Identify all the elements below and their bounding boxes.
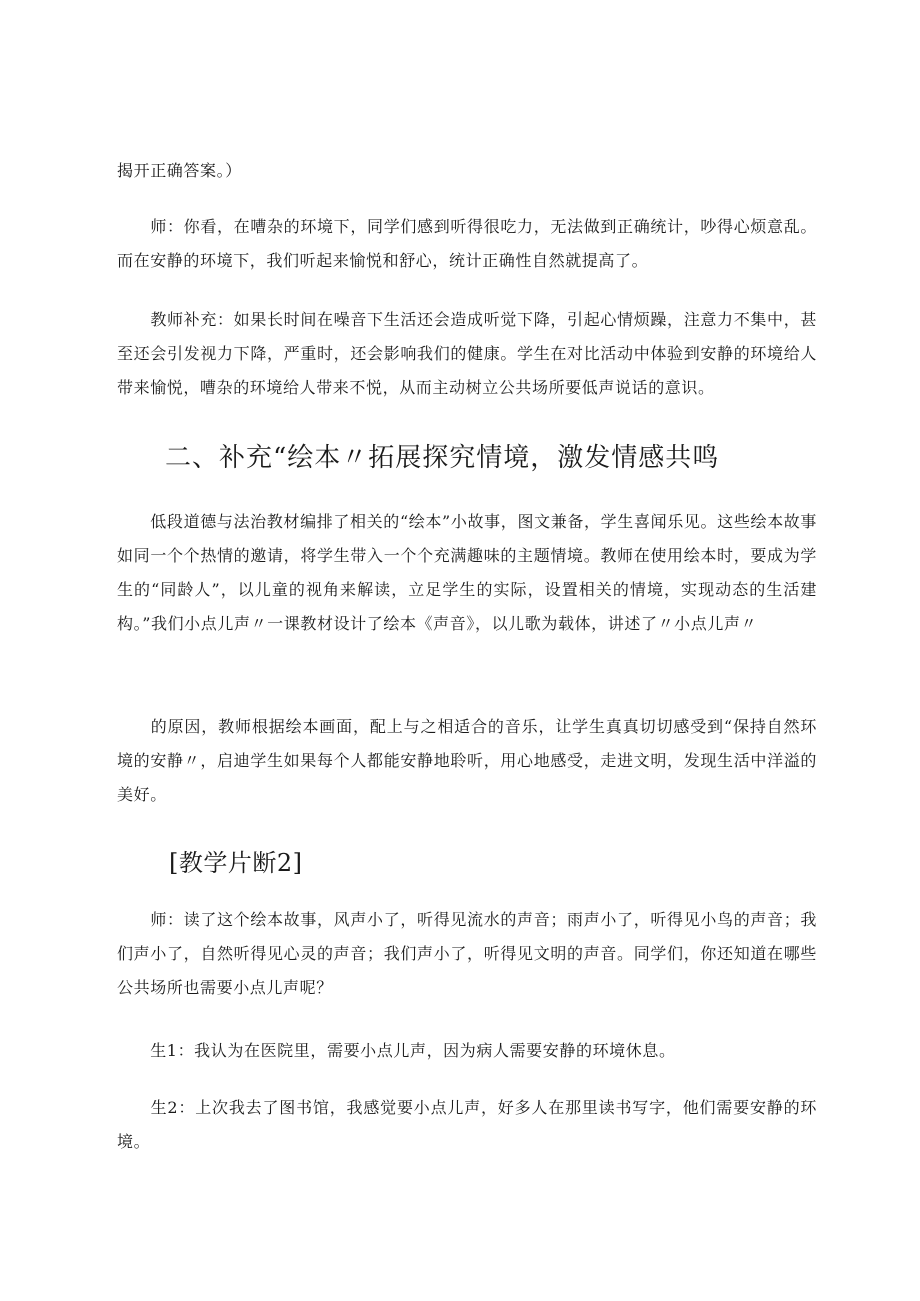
paragraph-teacher-question: 师：读了这个绘本故事，风声小了，听得见流水的声音；雨声小了，听得见小鸟的声音；我们声小了，自然听得见心灵的声音；我们声小了，听得见文明的声音。同学们，你还知道在哪些公共场所也需要小点儿声呢？ xyxy=(117,910,817,997)
paragraph-answer-reveal: 揭开正确答案。） xyxy=(117,161,242,180)
paragraph-student-2: 生2：上次我去了图书馆，我感觉要小点儿声，好多人在那里读书写字，他们需要安静的环境。 xyxy=(117,1098,817,1151)
section-heading-picture-book: 二、补充“绘本〃拓展探究情境，激发情感共鸣 xyxy=(165,443,720,473)
paragraph-picture-book-intro: 低段道德与法治教材编排了相关的“绘本”小故事，图文兼备，学生喜闻乐见。这些绘本故事如同一个个热情的邀请，将学生带入一个个充满趣味的主题情境。教师在使用绘本时，要成为学生的“同龄人”，以儿童的视角来解读，立足学生的实际，设置相关的情境，实现动态的生活建构。”我们小点儿声〃一课教材设计了绘本《声音》，以儿歌为载体，讲述了〃小点儿声〃 xyxy=(117,512,817,633)
paragraph-teacher-supplement: 教师补充：如果长时间在噪音下生活还会造成听觉下降，引起心情烦躁，注意力不集中，甚至还会引发视力下降，严重时，还会影响我们的健康。学生在对比活动中体验到安静的环境给人带来愉悦，嘈杂的环境给人带来不悦，从而主动树立公共场所要低声说话的意识。 xyxy=(117,310,817,397)
paragraph-student-1: 生1：我认为在医院里，需要小点儿声，因为病人需要安静的环境休息。 xyxy=(117,1041,676,1060)
fragment-heading: [教学片断2] xyxy=(169,849,303,877)
paragraph-picture-book-reason: 的原因，教师根据绘本画面，配上与之相适合的音乐，让学生真真切切感受到“保持自然环境的安静〃，启迪学生如果每个人都能安静地聆听，用心地感受，走进文明，发现生活中洋溢的美好。 xyxy=(117,717,817,804)
paragraph-teacher-comment: 师：你看，在嘈杂的环境下，同学们感到听得很吃力，无法做到正确统计，吵得心烦意乱。而在安静的环境下，我们听起来愉悦和舒心，统计正确性自然就提高了。 xyxy=(117,217,817,270)
